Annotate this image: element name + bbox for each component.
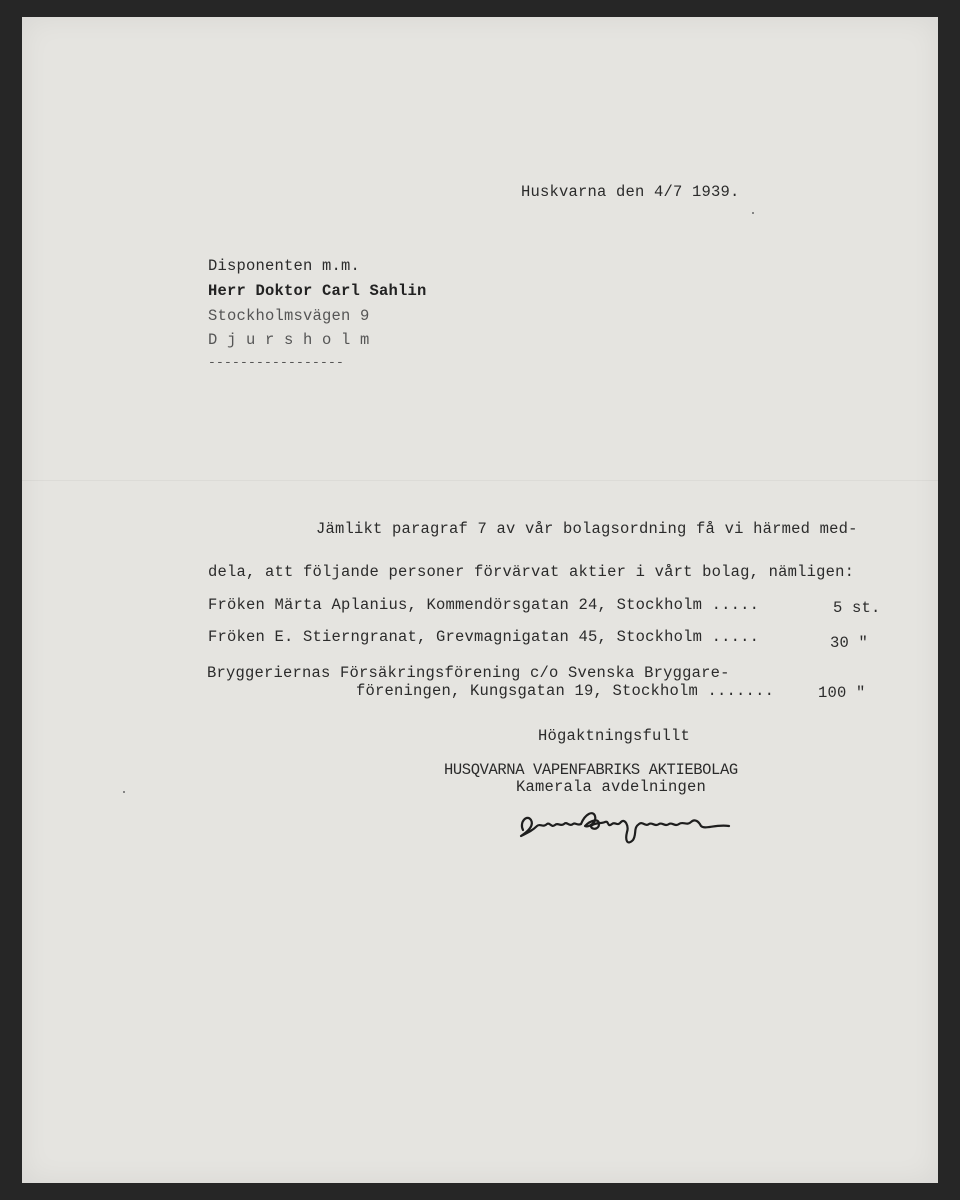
department: Kamerala avdelningen xyxy=(516,778,707,796)
shareholder-3-amount: 100 " xyxy=(818,684,866,702)
shareholder-2-amount: 30 " xyxy=(830,634,869,652)
shareholder-3-text: Bryggeriernas Försäkringsförening c/o Svenska Bryggare- xyxy=(207,664,730,682)
shareholder-2-text: Fröken E. Stierngranat, Grevmagnigatan 45, Stockholm ..... xyxy=(208,628,760,646)
recipient-underline: ----------------- xyxy=(208,355,345,370)
recipient-name: Herr Doktor Carl Sahlin xyxy=(208,282,427,300)
recipient-street: Stockholmsvägen 9 xyxy=(208,307,370,325)
place-date: Huskvarna den 4/7 1939. xyxy=(521,183,740,201)
body-line-2: dela, att följande personer förvärvat aktier i vårt bolag, nämligen: xyxy=(208,563,855,581)
shareholder-3-text-cont: föreningen, Kungsgatan 19, Stockholm ....... xyxy=(356,682,775,700)
recipient-city: D j u r s h o l m xyxy=(208,331,370,349)
handwritten-signature xyxy=(515,800,745,850)
recipient-title: Disponenten m.m. xyxy=(208,257,361,275)
paper-speck xyxy=(123,791,125,793)
shareholder-1-amount: 5 st. xyxy=(833,599,881,617)
body-line-1: Jämlikt paragraf 7 av vår bolagsordning få vi härmed med- xyxy=(316,520,858,538)
closing: Högaktningsfullt xyxy=(538,727,691,745)
shareholder-1-text: Fröken Märta Aplanius, Kommendörsgatan 24, Stockholm ..... xyxy=(208,596,760,614)
company-name: HUSQVARNA VAPENFABRIKS AKTIEBOLAG xyxy=(444,761,738,779)
paper-speck xyxy=(752,212,754,214)
paper-fold xyxy=(22,480,938,481)
